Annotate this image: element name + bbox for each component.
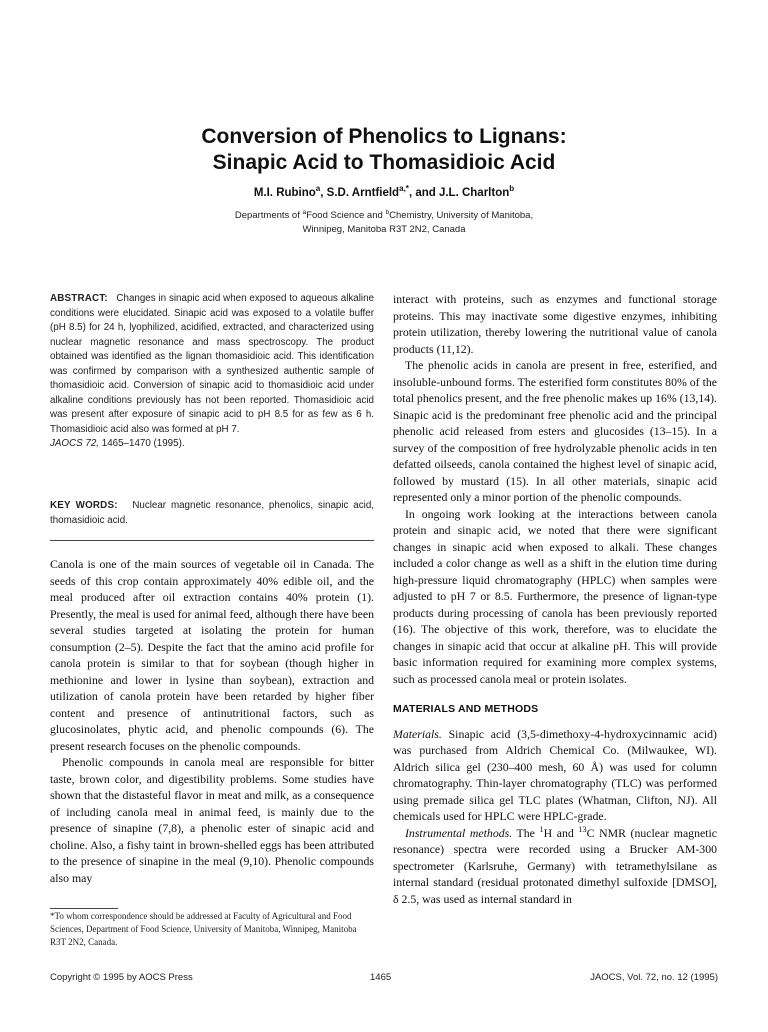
abstract-text: Changes in sinapic acid when exposed to aqueous alkaline conditions were elucidated. Sinapic acid was exposed to a volatile buffer (pH 8.5) for 24 h, lyophilized, acidified, extracted, and characterized using nuclear magnetic resonance and mass spectroscopy. The product obtained was identified as the lignan thomasidioic acid. This identification was confirmed by comparison with a synthesized authentic sample of thomasidioic acid. Conversion of sinapic acid to thomasidioic acid under alkaline conditions previously has not been reported. Thomasidioic acid was present after exposure of sinapic acid to pH 8.5 for as few as 6 h. Thomasidioic acid also was formed at pH 7. — [50, 293, 374, 435]
author-1: M.I. Rubino — [253, 187, 316, 199]
isotope-superscript: 1 — [539, 824, 544, 834]
instrumental-text: H and — [543, 825, 579, 840]
abstract — [50, 292, 374, 452]
affiliation-dept-a: Food Science and — [306, 210, 386, 221]
page-number: 1465 — [370, 972, 392, 983]
footnote-rule — [50, 908, 118, 909]
affiliation-mark-b: b — [385, 208, 390, 216]
author-2-affiliation-mark: a,* — [399, 184, 409, 194]
affiliation-line-2: Winnipeg, Manitoba R3T 2N2, Canada — [302, 224, 466, 235]
body-paragraph: interact with proteins, such as enzymes and functional storage proteins. This may inactivate some digestive enzymes, inhibiting protein utilization, thereby lowering the nutritional value of canola products (11,12). — [393, 292, 717, 356]
instrumental-text: C NMR (nuclear magnetic resonance) spectra were recorded using a Brucker AM-300 spectrometer (Karlsruhe, Germany) with tetramethylsilane as internal standard (residual protonated dimethyl sulfoxide [DMSO], δ 2.5, was used as internal standard in — [393, 825, 718, 906]
affiliation-prefix: Departments of — [234, 210, 303, 221]
body-paragraph: The phenolic acids in canola are present in free, esterified, and insoluble-unbound forms. The esterified form constitutes 80% of the total phenolics present, and the free phenolic makes up 16% (13,14). Sinapic acid is the predominant free phenolic acid and the principal phenolic acid released from esters and glucosides (13–15). In a survey of the composition of free hydrolyzable phenolic acids in ten defatted oilseeds, canola contained the highest level of sinapic acid, followed by mustard (15). In all other materials, sinapic acid represented only a minor portion of the phenolic compounds. — [393, 358, 717, 504]
author-separator: , and — [408, 187, 439, 199]
title-line-1: Conversion of Phenolics to Lignans: — [201, 125, 567, 148]
affiliation-line-1 — [0, 209, 768, 223]
keywords-text: Nuclear magnetic resonance, phenolics, sinapic acid, thomasidioic acid. — [50, 500, 374, 526]
materials-text: Sinapic acid (3,5-dimethoxy-4-hydroxycinnamic acid) was purchased from Aldrich Chemical Co. (Milwaukee, WI). Aldrich silica gel (230–400 mesh, 60 Å) was used for column chromatography. Thin-layer chromatography (TLC) was performed using premade silica gel TLC plates (Whatman, Clifton, NJ). All chemicals used for HPLC were HPLC-grade. — [393, 726, 717, 823]
affiliation-dept-b: Chemistry, University of Manitoba, — [389, 210, 534, 221]
abstract-divider — [50, 540, 374, 541]
keywords-label: KEY WORDS: — [50, 500, 118, 511]
author-3: J.L. Charlton — [438, 187, 510, 199]
footnote: *To whom correspondence should be addressed at Faculty of Agricultural and Food Sciences, Department of Food Science, University of Manitoba, Winnipeg, Manitoba R3T 2N2, Canada. — [50, 911, 357, 947]
paper-title — [0, 124, 768, 176]
instrumental-paragraph — [393, 825, 717, 908]
body-paragraph: Canola is one of the main sources of vegetable oil in Canada. The seeds of this crop contain approximately 40% edible oil, and the meal produced after oil extraction contains 40% protein (1). Presently, the meal is used for animal feed, although there have been several studies targeted at isolating the protein for human consumption (2–5). Despite the fact that the amino acid profile for canola protein is similar to that for soybean (though higher in methionine and lower in lysine than soybean), extraction and utilization of canola protein have been retarded by higher fiber content and presence of antinutritional factors, such as glucosinolates, phytic acid, and phenolic compounds (6). The present research focuses on the phenolic compounds. — [50, 557, 374, 753]
materials-label: Materials. — [393, 726, 442, 741]
right-column — [393, 291, 717, 907]
abstract-label: ABSTRACT: — [50, 293, 108, 304]
title-line-2: Sinapic Acid to Thomasidioic Acid — [212, 151, 556, 174]
footer-journal: JAOCS, Vol. 72, no. 12 (1995) — [590, 972, 718, 983]
isotope-superscript: 13 — [578, 824, 587, 834]
author-3-affiliation-mark: b — [509, 184, 515, 194]
footer-copyright: Copyright © 1995 by AOCS Press — [50, 972, 193, 983]
left-column — [50, 556, 374, 886]
affiliation — [0, 209, 768, 237]
materials-paragraph — [393, 726, 717, 825]
author-list — [0, 184, 768, 199]
abstract-citation-journal: JAOCS 72, — [50, 438, 100, 450]
author-2: S.D. Arntfield — [326, 187, 400, 199]
instrumental-text: The — [516, 825, 540, 840]
section-heading: MATERIALS AND METHODS — [393, 703, 539, 715]
body-paragraph: Phenolic compounds in canola meal are responsible for bitter taste, brown color, and digestibility problems. Some studies have shown that the distasteful flavor in meat and milk, as a consequence of including canola meal in animal feed, is mainly due to the presence of sinapine (7,8), a phenolic ester of sinapic acid and choline. Also, a fishy taint in brown-shelled eggs has been attributed to the presence of sinapine in the meal (9,10). Phenolic compounds also may — [50, 755, 374, 885]
keywords — [50, 499, 374, 528]
body-paragraph: In ongoing work looking at the interactions between canola protein and sinapic acid, we noted that there were significant changes in sinapic acid when exposed to alkali. These changes included a color change as well as a shift in the elution time during high-pressure liquid chromatography (HPLC) when samples were adjusted to pH 7 or 8.5. Furthermore, the presence of lignan-type products during processing of canola has been previously reported (16). The objective of this work, therefore, was to elucidate the changes in sinapic acid that occur at alkaline pH. This will provide basic information required for examining more complex systems, such as processed canola meal or protein isolates. — [393, 506, 717, 686]
abstract-citation-pages: 1465–1470 (1995). — [101, 438, 185, 450]
author-1-affiliation-mark: a — [315, 184, 321, 194]
instrumental-label: Instrumental methods. — [405, 825, 513, 840]
affiliation-mark-a: a — [302, 208, 307, 216]
author-separator: , — [320, 187, 327, 199]
